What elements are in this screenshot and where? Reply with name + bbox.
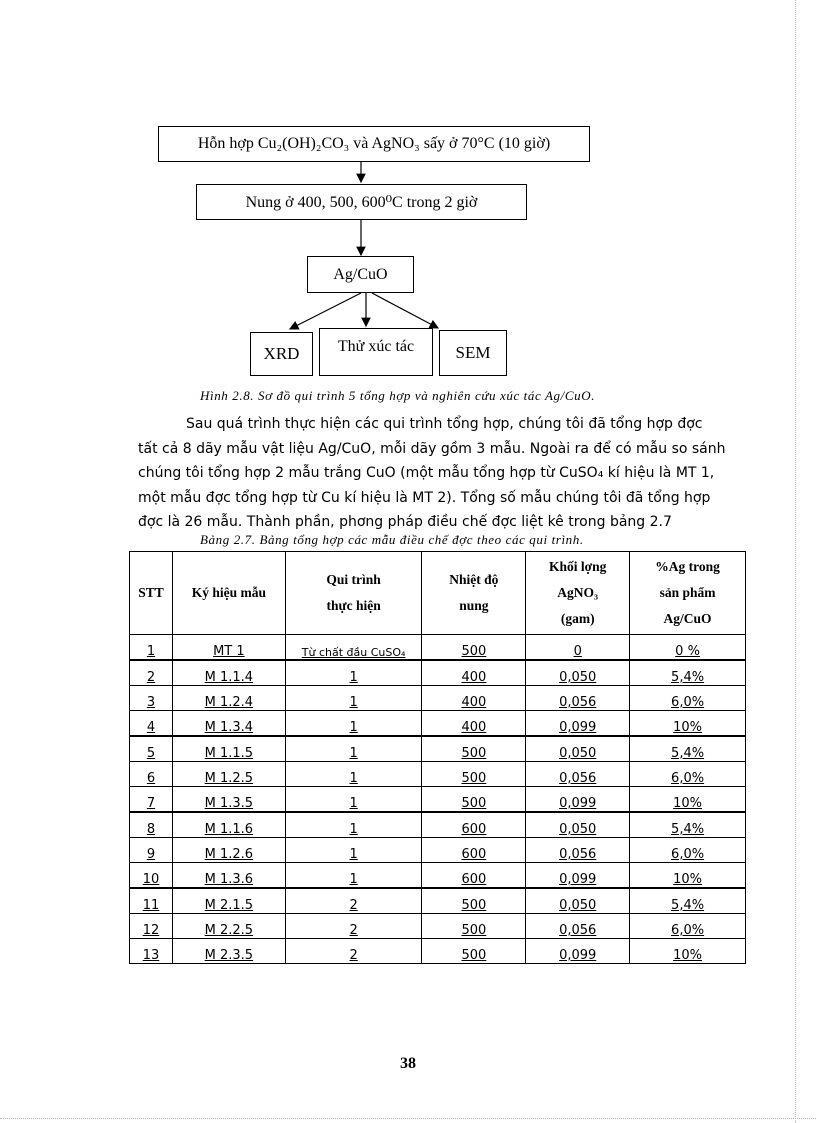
flow-step2-box	[196, 184, 527, 220]
cell-stt: 8	[130, 812, 173, 838]
cell-temp: 400	[422, 686, 526, 711]
flow-test-box	[319, 328, 433, 376]
table-row	[130, 939, 746, 964]
table-row	[130, 635, 746, 661]
cell-stt: 7	[130, 787, 173, 813]
cell-temp: 500	[422, 939, 526, 964]
cell-temp: 500	[422, 787, 526, 813]
cell-stt: 10	[130, 863, 173, 889]
cell-pct: 5,4%	[630, 660, 746, 686]
cell-stt: 1	[130, 635, 173, 661]
cell-process: 1	[285, 711, 422, 737]
cell-temp: 600	[422, 812, 526, 838]
table-row	[130, 863, 746, 889]
page-edge-bottom	[0, 1118, 816, 1119]
flow-sem-text: SEM	[455, 343, 491, 362]
cell-symbol: M 1.2.4	[172, 686, 285, 711]
cell-temp: 400	[422, 660, 526, 686]
arrow-product-to-sem	[372, 293, 438, 328]
cell-process: 1	[285, 787, 422, 813]
cell-mass: 0,099	[526, 711, 630, 737]
cell-mass: 0,099	[526, 787, 630, 813]
cell-process: 1	[285, 863, 422, 889]
cell-symbol: M 1.3.6	[172, 863, 285, 889]
table-row	[130, 736, 746, 762]
cell-pct: 6,0%	[630, 914, 746, 939]
cell-mass: 0,050	[526, 888, 630, 914]
flow-product-box	[307, 256, 414, 293]
cell-mass: 0,099	[526, 939, 630, 964]
paragraph-line: tất cả 8 dãy mẫu vật liệu Ag/CuO, mỗi dãy gồm 3 mẫu. Ngoài ra để có mẫu so sánh	[138, 440, 726, 457]
cell-temp: 600	[422, 838, 526, 863]
cell-stt: 11	[130, 888, 173, 914]
cell-process: 1	[285, 812, 422, 838]
cell-symbol: M 1.1.4	[172, 660, 285, 686]
cell-stt: 9	[130, 838, 173, 863]
table-row	[130, 660, 746, 686]
flow-test-text: Thử xúc tác	[337, 338, 415, 355]
flow-step2-text: Nung ở 400, 500, 600⁰C trong 2 giờ	[245, 194, 478, 211]
cell-pct: 6,0%	[630, 838, 746, 863]
cell-process: 1	[285, 762, 422, 787]
body-paragraph	[138, 412, 744, 535]
cell-stt: 3	[130, 686, 173, 711]
cell-pct: 6,0%	[630, 762, 746, 787]
cell-process: 1	[285, 838, 422, 863]
flow-product-text: Ag/CuO	[333, 265, 388, 283]
cell-pct: 6,0%	[630, 686, 746, 711]
cell-symbol: M 2.3.5	[172, 939, 285, 964]
cell-stt: 4	[130, 711, 173, 737]
table-row	[130, 838, 746, 863]
cell-pct: 10%	[630, 787, 746, 813]
table-row	[130, 812, 746, 838]
cell-symbol: M 1.2.5	[172, 762, 285, 787]
table-header-row	[130, 552, 746, 635]
cell-pct: 5,4%	[630, 736, 746, 762]
page-number: 38	[400, 1055, 416, 1072]
table-row	[130, 787, 746, 813]
table-row	[130, 888, 746, 914]
cell-symbol: M 1.3.4	[172, 711, 285, 737]
table-row	[130, 914, 746, 939]
cell-symbol: M 1.2.6	[172, 838, 285, 863]
header-percent-ag: %Ag trong sản phẩm Ag/CuO	[630, 552, 746, 635]
figure-caption: Hình 2.8. Sơ đồ qui trình 5 tổng hợp và nghiên cứu xúc tác Ag/CuO.	[200, 388, 596, 403]
cell-process: 2	[285, 888, 422, 914]
flow-step1-box	[158, 126, 590, 162]
cell-symbol: M 2.1.5	[172, 888, 285, 914]
header-symbol: Ký hiệu mẫu	[172, 552, 285, 635]
cell-mass: 0,050	[526, 660, 630, 686]
cell-symbol: M 1.1.6	[172, 812, 285, 838]
cell-stt: 5	[130, 736, 173, 762]
header-mass: Khối lợng AgNO₃ (gam)	[526, 552, 630, 635]
cell-process: 1	[285, 686, 422, 711]
cell-mass: 0,050	[526, 812, 630, 838]
flow-xrd-text: XRD	[263, 344, 300, 363]
cell-process: Từ chất đầu CuSO₄	[285, 635, 422, 661]
header-stt: STT	[130, 552, 173, 635]
paragraph-line: một mẫu đợc tổng hợp từ Cu kí hiệu là MT 2). Tổng số mẫu chúng tôi đã tổng hợp	[138, 489, 711, 506]
arrow-product-to-xrd	[290, 293, 361, 329]
header-process: Qui trình thực hiện	[285, 552, 422, 635]
cell-temp: 500	[422, 914, 526, 939]
cell-pct: 10%	[630, 863, 746, 889]
cell-temp: 500	[422, 635, 526, 661]
table-row	[130, 762, 746, 787]
cell-mass: 0,099	[526, 863, 630, 889]
cell-pct: 5,4%	[630, 888, 746, 914]
cell-process: 2	[285, 939, 422, 964]
cell-pct: 10%	[630, 711, 746, 737]
samples-table	[129, 551, 746, 964]
cell-temp: 600	[422, 863, 526, 889]
cell-symbol: M 1.3.5	[172, 787, 285, 813]
cell-stt: 2	[130, 660, 173, 686]
cell-pct: 10%	[630, 939, 746, 964]
cell-symbol: MT 1	[172, 635, 285, 661]
paragraph-line: đợc là 26 mẫu. Thành phần, phơng pháp điều chế đợc liệt kê trong bảng 2.7	[138, 514, 672, 530]
cell-symbol: M 2.2.5	[172, 914, 285, 939]
flow-step1-text: Hỗn hợp Cu₂(OH)₂CO₃ và AgNO₃ sấy ở 70°C (10 giờ)	[197, 135, 551, 152]
flow-xrd-box	[250, 332, 313, 376]
cell-temp: 400	[422, 711, 526, 737]
cell-process: 1	[285, 660, 422, 686]
cell-mass: 0	[526, 635, 630, 661]
cell-mass: 0,056	[526, 838, 630, 863]
table-row	[130, 711, 746, 737]
cell-pct: 5,4%	[630, 812, 746, 838]
cell-mass: 0,056	[526, 762, 630, 787]
paragraph-line: chúng tôi tổng hợp 2 mẫu trắng CuO (một mẫu tổng hợp từ CuSO₄ kí hiệu là MT 1,	[138, 465, 715, 481]
cell-stt: 6	[130, 762, 173, 787]
cell-pct: 0 %	[630, 635, 746, 661]
cell-mass: 0,056	[526, 914, 630, 939]
header-temperature: Nhiệt độ nung	[422, 552, 526, 635]
cell-process: 1	[285, 736, 422, 762]
cell-process: 2	[285, 914, 422, 939]
cell-symbol: M 1.1.5	[172, 736, 285, 762]
cell-mass: 0,056	[526, 686, 630, 711]
cell-temp: 500	[422, 888, 526, 914]
table-row	[130, 686, 746, 711]
flow-sem-box	[439, 330, 507, 376]
cell-stt: 13	[130, 939, 173, 964]
cell-mass: 0,050	[526, 736, 630, 762]
cell-stt: 12	[130, 914, 173, 939]
table-caption: Bảng 2.7. Bảng tổng hợp các mẫu điều chế đợc theo các qui trình.	[200, 532, 584, 547]
cell-temp: 500	[422, 762, 526, 787]
cell-temp: 500	[422, 736, 526, 762]
paragraph-line: Sau quá trình thực hiện các qui trình tổng hợp, chúng tôi đã tổng hợp đợc	[186, 416, 703, 432]
